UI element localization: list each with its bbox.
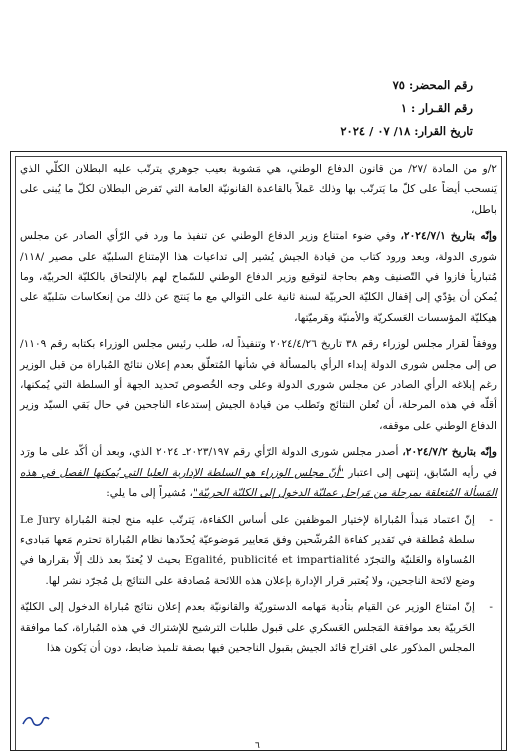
signature-mark: [21, 712, 51, 730]
bullet-2: - إنّ امتناع الوزير عن القيام بتأدية مَهامه الدستوريّة والقانونيّة بعدم إعلان نتائج مُباراة الدخول إلى الكليّة الحَربيّة بعد موافقة المَجلس العَسكري على قبول طلبات الترشيح للإشتراك في هذه المُباراة، كما موافقة المجلس المذكور على اقتراح قائد الجيش بقبول الناجحين فيها بصفة تلميذ ضابط، دون أن يَكون هذا: [20, 597, 497, 658]
page-number: ٦: [255, 741, 260, 751]
decision-date: تاريخ القرار: ١٨/ ٠٧ / ٢٠٢٤: [340, 124, 473, 138]
paragraph-2: [20, 226, 497, 328]
paragraph-4: [20, 442, 497, 503]
record-number: رقم المحضر: ٧٥: [392, 78, 473, 92]
paragraph-4-quote: "أنّ مجلس الوزراء هو السلطة الإدارية العليا التي يُمكنها الفصل في هذه المَسألة المُتعلقة بمرحلة من مَراحل عمليّة الدخول إلى الكليّة الحربيّة": [20, 466, 497, 500]
paragraph-2-text: وفي ضوء امتناع وزير الدفاع الوطني عن تنفيذ ما ورد في الرّأي الصادر عن مجلس شورى الدولة، وبعد ورود كتاب من قيادة الجيش يُشير إلى تداعيات هذا الإمتناع السلبيّة على مصير /١١٨/ مُتباريأ فازوا في التّصنيف وهم بحاجة لتوقيع وزير الدفاع الوطني للسّماح لهم بالإلتحاق بالكليّة الحربيّة، وما يُمكن أن يؤدّي إلى إقفال الكليّة الحربيّة لسنة ثانية على التوالي مع ما يَنتج عن ذلك من إنعكاسات سَلبيّة على هيكليّة المؤسسات العَسكريّة والأمنيّة وهَرميّتها،: [20, 230, 497, 324]
paragraph-2-date: وإنّه بتاريخ ٢٠٢٤/٧/١،: [400, 230, 498, 243]
document-body: [20, 159, 497, 664]
paragraph-4-date: وإنّه بتاريخ ٢٠٢٤/٧/٢،: [402, 446, 497, 459]
decision-number: رقم القـرار : ١: [400, 101, 473, 115]
document-frame: [10, 151, 507, 751]
paragraph-4-text: أصدر مجلس شورى الدولة الرّأي رقم ٢٠٢٣/١٩٧ـ ٢٠٢٤ الذي، وبعد أن أكّد على ما ورَد في رأيه السّابق، إنتهى إلى اعتبار: [20, 446, 497, 479]
paragraph-3: ووفقاً لقرار مجلس لوزراء رقم ٣٨ تاريخ ٢٠٢٤/٤/٢٦ وتنفيذاً له، طلب رئيس مجلس الوزراء بكتابه رقم ١١٠٩/ص إلى مجلس شورى الدولة إبداء الرأي بالمسألة في شأنها المُتعلّق بعدم إعلان نتائج المُباراة من قبل الوزير رغم إبلاغه الرأي الصادر عن مجلس شورى الدولة وعلى وجه الخُصوص تَحديد الجهة أو السلطة التي يُمكنها، أقلّه في هذه المرحلة، أن تُعلن النتائج وتَطلب من قيادة الجيش إستدعاء الناجحين في حال بَقي السيّد وزير الدفاع الوطني على موقفه،: [20, 338, 497, 432]
paragraph-4-end: ، مُشيراً إلى ما يلي:: [106, 487, 193, 500]
bullet-1: - إنّ اعتماد مَبدأ المُباراة لإختيار الموظفين على أساس الكفاءة، يَترتّب عليه منح لجنة المُباراة Le Jury سلطة مُطلقة في تَقدير كفاءة المُرشّحين وفق مَعايير مَوضوعيّة يُحدّدها نظام المُباراة تحترم مَعها مَبادىء المُساواة والعَلنيّة والتجرّد Egalité, publicité et impartialité بحيث لا يُعتدّ بعد ذلك إلّا بقرارها في وضع لائحة الناجحين، ولا يُعتبر قرار الإدارة بإعلان هذه اللائحة مُصادقة على النتائج بل مُجرّد نشر لها.: [20, 510, 497, 592]
paragraph-1: ٢/و من المادة /٢٧/ من قانون الدفاع الوطني، هي مَشوبة بعيب جوهري يترتّب عليه البطلان الكلّي الذي يَنسحب أيضاً على كلّ ما يَترتّب بها وذلك عَملاً بالقاعدة القانونيّة العامة التي تَفرض البطلان لكلّ ما يُبنى على باطل،: [20, 163, 497, 216]
